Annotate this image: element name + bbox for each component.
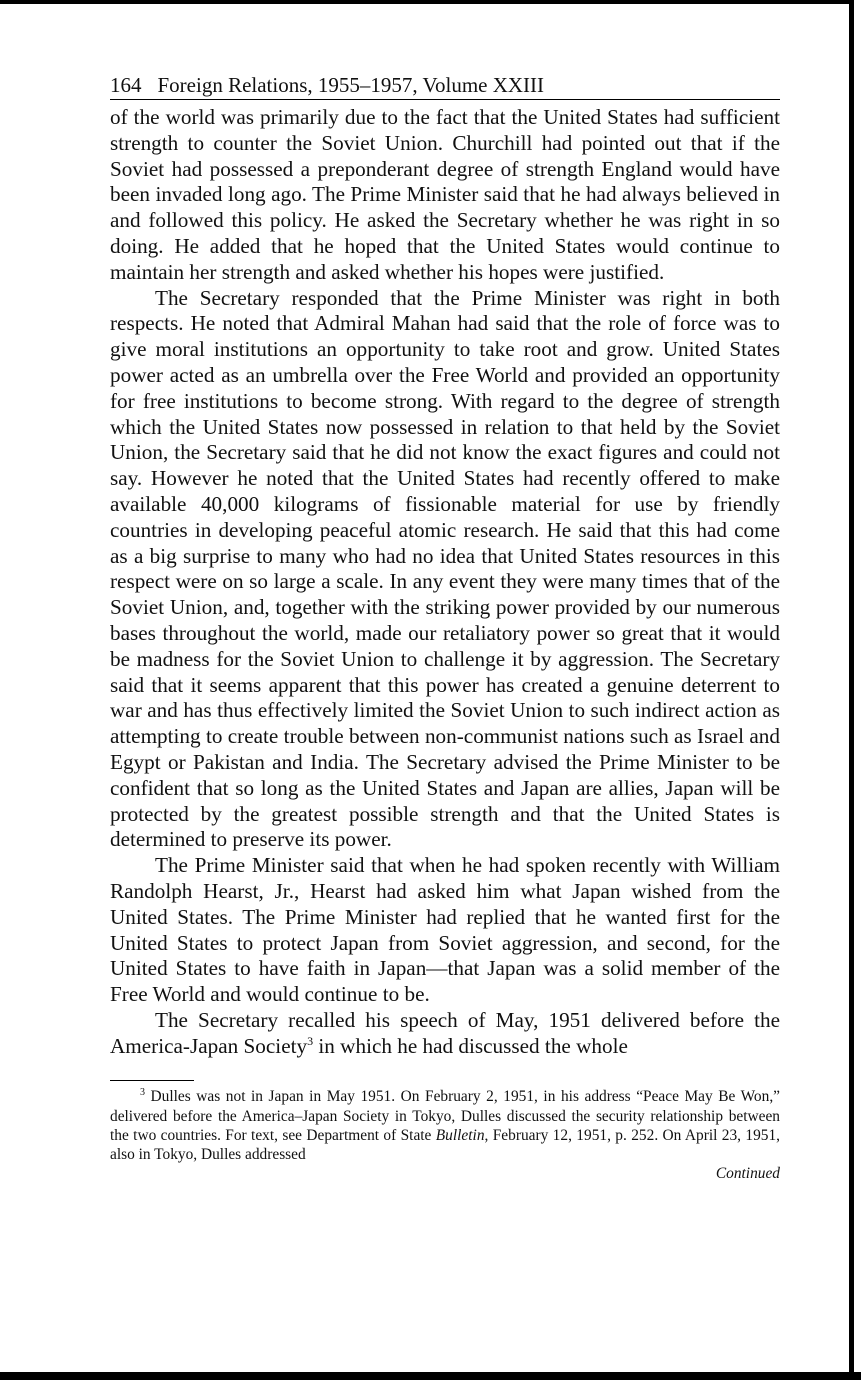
footnote-text-2: , February 12, 1951, p. 252. On April 23, 1951, also in Tokyo, Dulles addressed: [110, 1127, 780, 1164]
body-text: [110, 105, 780, 1059]
paragraph-4-text-end: in which he had discussed the whole: [313, 1033, 628, 1058]
running-title: Foreign Relations, 1955–1957, Volume XXIII: [157, 73, 545, 97]
page-border-bottom: [0, 1372, 861, 1380]
continued-marker: Continued: [715, 1164, 780, 1182]
footnote: [110, 1087, 780, 1181]
paragraph-2: The Secretary responded that the Prime Minister was right in both respects. He noted that Admiral Mahan had said that the role of force was to give moral institutions an opportunity to take root and grow. United States power acted as an umbrella over the Free World and provided an opportunity for free institutions to become strong. With regard to the degree of strength which the United States now possessed in relation to that held by the Soviet Union, the Secretary said that he did not know the exact figures and could not say. However he noted that the United States had recently offered to make available 40,000 kilograms of fissionable material for use by friendly countries in developing peaceful atomic research. He said that this had come as a big surprise to many who had no idea that United States resources in this respect were on so large a scale. In any event they were many times that of the Soviet Union, and, together with the striking power provided by our numerous bases throughout the world, made our retaliatory power so great that it would be madness for the Soviet Union to challenge it by aggression. The Secretary said that it seems apparent that this power has created a genuine deterrent to war and has thus effectively limited the Soviet Union to such indirect action as attempting to create trouble between non-communist nations such as Israel and Egypt or Pakistan and India. The Secretary advised the Prime Minister to be confident that so long as the United States and Japan are allies, Japan will be protected by the greatest possible strength and that the United States is determined to preserve its power.: [110, 285, 780, 852]
footnote-number: 3: [140, 1087, 145, 1099]
paragraph-1: of the world was primarily due to the fact that the United States had sufficient strength to counter the Soviet Union. Churchill had pointed out that if the Soviet had possessed a preponderant degree of strength England would have been invaded long ago. The Prime Minister said that he had always believed in and followed this policy. He asked the Secretary whether he was right in so doing. He added that he hoped that the United States would continue to maintain her strength and asked whether his hopes were justified.: [110, 105, 780, 284]
footnote-text-1: Dulles was not in Japan in May 1951. On February 2, 1951, in his address “Peace May Be Won,” delivered before the America–Japan Society in Tokyo, Dulles discussed the security relationship between the two countries. For text, see Department of State: [110, 1088, 780, 1145]
footnote-3: [110, 1087, 780, 1164]
footnote-italic-title: Bulletin: [435, 1127, 485, 1145]
running-header: [110, 72, 780, 100]
paragraph-3: The Prime Minister said that when he had spoken recently with William Randolph Hearst, Jr., Hearst had asked him what Japan wished from the United States. The Prime Minister had replied that he wanted first for the United States to protect Japan from Soviet aggression, and second, for the United States to have faith in Japan—that Japan was a solid member of the Free World and would continue to be.: [110, 853, 780, 1007]
page-number: 164: [110, 73, 142, 97]
paragraph-4-text-start: The Secretary recalled his speech of May, 1951 delivered before the America-Japan Society: [110, 1007, 780, 1058]
footnote-rule: [110, 1080, 194, 1081]
footnote-reference: 3: [307, 1033, 314, 1048]
document-page: [110, 72, 780, 1182]
paragraph-4: [110, 1008, 780, 1060]
